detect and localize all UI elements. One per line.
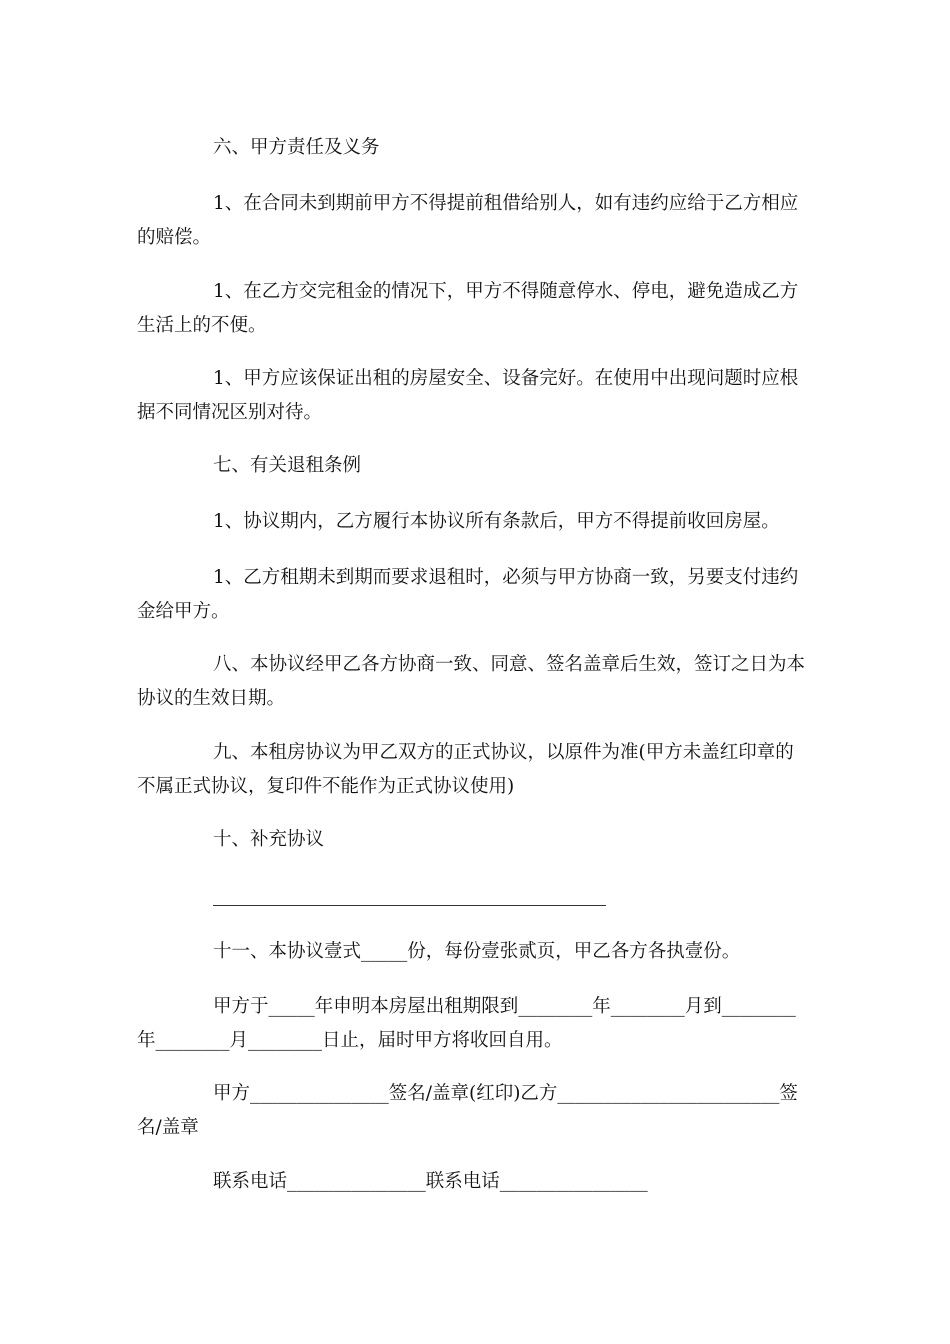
supplement-blank-line xyxy=(213,905,606,906)
section-9: 九、本租房协议为甲乙双方的正式协议，以原件为准(甲方未盖红印章的不属正式协议，复印件不能作为正式协议使用) xyxy=(137,742,794,797)
clause-6-1: 1、在合同未到期前甲方不得提前租借给别人，如有违约应给于乙方相应的赔偿。 xyxy=(137,193,799,248)
clause-7-2: 1、乙方租期未到期而要求退租时，必须与甲方协商一致，另要支付违约金给甲方。 xyxy=(137,567,799,622)
lease-period-clause: 甲方于_____年申明本房屋出租期限到________年________月到________年________月________日止，届时甲方将收回自用。 xyxy=(137,996,796,1051)
section-8: 八、本协议经甲乙各方协商一致、同意、签名盖章后生效，签订之日为本协议的生效日期。 xyxy=(137,654,806,709)
section-6-heading: 六、甲方责任及义务 xyxy=(213,137,380,158)
section-11: 十一、本协议壹式_____份，每份壹张贰页，甲乙各方各执壹份。 xyxy=(213,941,741,962)
section-7-heading: 七、有关退租条例 xyxy=(213,455,362,476)
clause-6-3: 1、甲方应该保证出租的房屋安全、设备完好。在使用中出现问题时应根据不同情况区别对待。 xyxy=(137,368,799,423)
signature-line: 甲方_______________签名/盖章(红印)乙方________________________签名/盖章 xyxy=(137,1083,798,1138)
clause-7-1: 1、协议期内，乙方履行本协议所有条款后，甲方不得提前收回房屋。 xyxy=(213,511,780,532)
clause-6-2: 1、在乙方交完租金的情况下，甲方不得随意停水、停电，避免造成乙方生活上的不便。 xyxy=(137,281,799,336)
contact-phone-line: 联系电话_______________联系电话________________ xyxy=(213,1171,648,1192)
section-10-heading: 十、补充协议 xyxy=(213,829,325,850)
